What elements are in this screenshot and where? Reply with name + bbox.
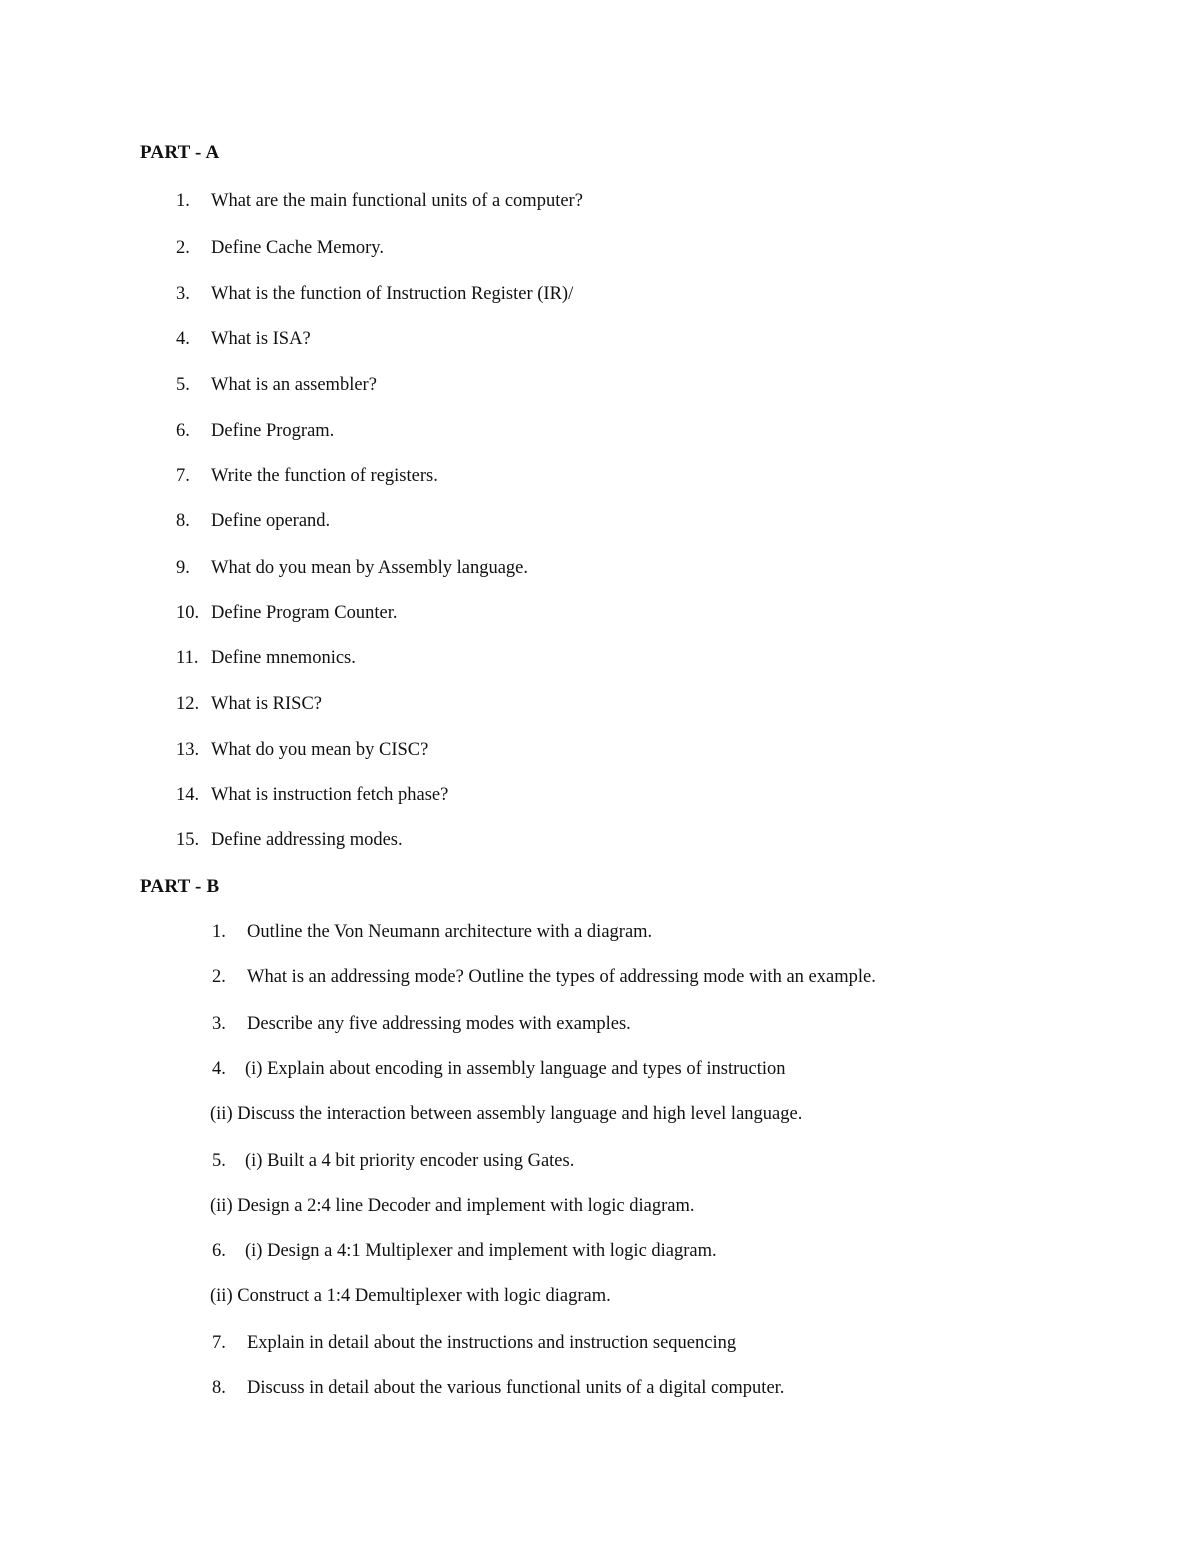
question-text: Define Program Counter. [211, 603, 398, 623]
question-text: Define Program. [211, 421, 335, 441]
question-number: 10. [176, 603, 200, 623]
question-text: What is an addressing mode? Outline the types of addressing mode with an example. [247, 967, 876, 987]
question-text: Define Cache Memory. [211, 238, 384, 258]
part-b-question-6-part-ii: (ii) Construct a 1:4 Demultiplexer with logic diagram. [210, 1286, 611, 1306]
part-a-heading: PART - A [140, 142, 220, 163]
question-text: What are the main functional units of a computer? [211, 191, 583, 211]
question-text: Define operand. [211, 511, 331, 531]
question-number: 2. [176, 238, 190, 258]
question-number: 12. [176, 694, 200, 714]
question-text: (i) Built a 4 bit priority encoder using Gates. [245, 1151, 575, 1171]
question-text: What is ISA? [211, 329, 311, 349]
question-number: 5. [212, 1151, 226, 1171]
question-text: Define addressing modes. [211, 830, 403, 850]
question-number: 3. [176, 284, 190, 304]
question-text: Explain in detail about the instructions and instruction sequencing [247, 1333, 737, 1353]
question-text: (i) Design a 4:1 Multiplexer and implement with logic diagram. [245, 1241, 717, 1261]
question-text: Describe any five addressing modes with examples. [247, 1014, 631, 1034]
question-number: 7. [176, 466, 190, 486]
question-text: Discuss in detail about the various functional units of a digital computer. [247, 1378, 785, 1398]
question-text: (i) Explain about encoding in assembly language and types of instruction [245, 1059, 786, 1079]
question-number: 8. [176, 511, 190, 531]
question-number: 6. [176, 421, 190, 441]
question-number: 4. [176, 329, 190, 349]
question-text: Write the function of registers. [211, 466, 438, 486]
question-text: What do you mean by CISC? [211, 740, 429, 760]
question-text: What is RISC? [211, 694, 322, 714]
question-number: 6. [212, 1241, 226, 1261]
question-number: 5. [176, 375, 190, 395]
part-b-question-4-part-ii: (ii) Discuss the interaction between assembly language and high level language. [210, 1104, 803, 1124]
question-text: Define mnemonics. [211, 648, 356, 668]
question-number: 8. [212, 1378, 226, 1398]
question-number: 15. [176, 830, 200, 850]
question-number: 4. [212, 1059, 226, 1079]
question-number: 9. [176, 558, 190, 578]
question-text: What is the function of Instruction Register (IR)/ [211, 284, 574, 304]
question-text: What is instruction fetch phase? [211, 785, 449, 805]
question-text: Outline the Von Neumann architecture with a diagram. [247, 922, 653, 942]
question-number: 1. [176, 191, 190, 211]
part-b-heading: PART - B [140, 876, 220, 897]
question-number: 11. [176, 648, 199, 668]
question-number: 7. [212, 1333, 226, 1353]
question-number: 14. [176, 785, 200, 805]
question-number: 13. [176, 740, 200, 760]
question-number: 1. [212, 922, 226, 942]
part-b-question-5-part-ii: (ii) Design a 2:4 line Decoder and implement with logic diagram. [210, 1196, 695, 1216]
question-text: What is an assembler? [211, 375, 377, 395]
question-text: What do you mean by Assembly language. [211, 558, 529, 578]
question-number: 3. [212, 1014, 226, 1034]
question-number: 2. [212, 967, 226, 987]
